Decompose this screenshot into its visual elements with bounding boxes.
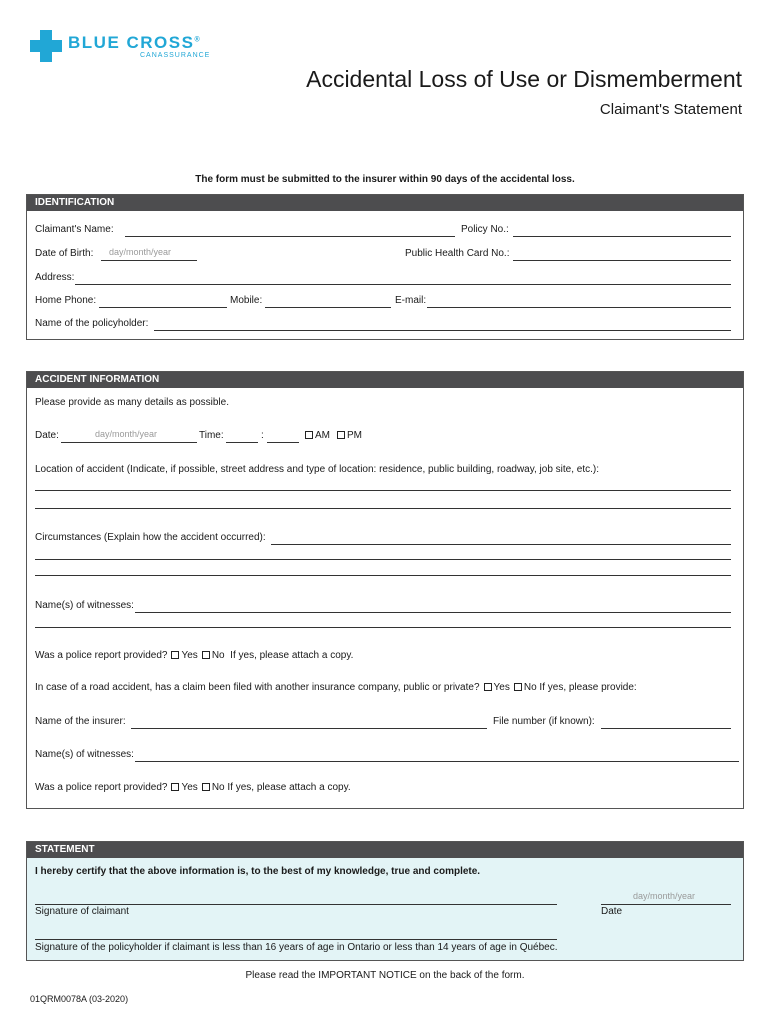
policyholder-field[interactable] [154,330,731,331]
form-subtitle: Claimant's Statement [599,101,742,118]
accident-date-placeholder: day/month/year [95,429,158,439]
witnesses-label: Name(s) of witnesses: [35,600,134,611]
circumstances-label: Circumstances (Explain how the accident occurred): [35,532,266,543]
email-field[interactable] [427,307,731,308]
address-field[interactable] [75,284,731,285]
certify-text: I hereby certify that the above information is, to the best of my knowledge, true and complete. [35,866,481,877]
pm-label: PM [347,430,362,441]
policy-no-label: Policy No.: [461,224,509,235]
statement-date-label: Date [601,906,623,917]
insurer-name-field[interactable] [131,728,487,729]
circumstances-line-2[interactable] [35,559,731,560]
location-label: Location of accident (Indicate, if possible, street address and type of location: residence, public building, roadway, job site, etc.): [35,464,600,475]
statement-heading: STATEMENT [27,842,743,858]
circumstances-line-1[interactable] [271,544,731,545]
health-card-field[interactable] [513,260,731,261]
identification-heading: IDENTIFICATION [27,195,743,211]
mobile-field[interactable] [265,307,391,308]
form-title: Accidental Loss of Use or Dismemberment [306,66,742,92]
pm-option[interactable] [333,430,362,441]
time-minutes-field[interactable] [267,442,299,443]
witnesses2-label: Name(s) of witnesses: [35,749,134,760]
accident-time-label: Time: [199,430,224,441]
police-yes-checkbox[interactable] [171,651,179,659]
am-label: AM [315,430,330,441]
file-number-field[interactable] [601,728,731,729]
am-checkbox[interactable] [305,431,313,439]
policyholder-label: Name of the policyholder: [35,318,149,329]
location-line-1[interactable] [35,490,731,491]
insurer-name-label: Name of the insurer: [35,716,126,727]
dob-label: Date of Birth: [35,248,94,259]
accident-heading: ACCIDENT INFORMATION [27,372,743,388]
claimant-signature-field[interactable] [35,904,557,905]
form-code: 01QRM0078A (03-2020) [30,994,129,1004]
time-hours-field[interactable] [226,442,258,443]
witnesses-line-1[interactable] [135,612,731,613]
brand-logo [30,30,250,64]
time-colon: : [261,430,264,441]
circumstances-line-3[interactable] [35,575,731,576]
accident-date-field[interactable] [61,442,197,443]
dob-placeholder: day/month/year [109,247,172,257]
road-accident-question: In case of a road accident, has a claim been filed with another insurance company, public or private? Yes No If yes, please provide: [35,682,637,693]
home-phone-field[interactable] [99,307,227,308]
file-number-label: File number (if known): [493,716,595,727]
dob-field[interactable] [101,260,197,261]
police-report-question: Was a police report provided? Yes No If yes, please attach a copy. [35,650,354,661]
police-report-question-2: Was a police report provided? Yes No If yes, please attach a copy. [35,782,351,793]
blue-cross-icon [30,30,62,62]
brand-name: BLUE CROSS® [68,33,202,52]
accident-section [26,371,744,809]
statement-date-field[interactable] [601,904,731,905]
pm-checkbox[interactable] [337,431,345,439]
important-notice-footer: Please read the IMPORTANT NOTICE on the back of the form. [245,970,525,981]
health-card-label: Public Health Card No.: [405,248,510,259]
policyholder-signature-field[interactable] [35,939,557,940]
police2-no-checkbox[interactable] [202,783,210,791]
address-label: Address: [35,272,75,283]
claimant-signature-label: Signature of claimant [35,906,129,917]
witnesses2-field[interactable] [135,761,739,762]
mobile-label: Mobile: [230,295,263,306]
police-no-checkbox[interactable] [202,651,210,659]
brand-subname: CANASSURANCE [140,52,211,59]
policyholder-signature-label: Signature of the policyholder if claimant is less than 16 years of age in Ontario or less than 14 years of age in Québec. [35,942,558,953]
policy-no-field[interactable] [513,236,731,237]
location-line-2[interactable] [35,508,731,509]
statement-date-placeholder: day/month/year [633,891,696,901]
claimant-name-field[interactable] [125,236,455,237]
identification-section [26,194,744,340]
home-phone-label: Home Phone: [35,295,97,306]
claimant-name-label: Claimant's Name: [35,224,114,235]
statement-section [26,841,744,961]
police2-yes-checkbox[interactable] [171,783,179,791]
am-option[interactable] [301,430,330,441]
email-label: E-mail: [395,295,427,306]
witnesses-line-2[interactable] [35,627,731,628]
accident-intro: Please provide as many details as possible. [35,397,229,408]
road-no-checkbox[interactable] [514,683,522,691]
submission-notice: The form must be submitted to the insurer within 90 days of the accidental loss. [195,174,575,185]
accident-date-label: Date: [35,430,59,441]
road-yes-checkbox[interactable] [484,683,492,691]
